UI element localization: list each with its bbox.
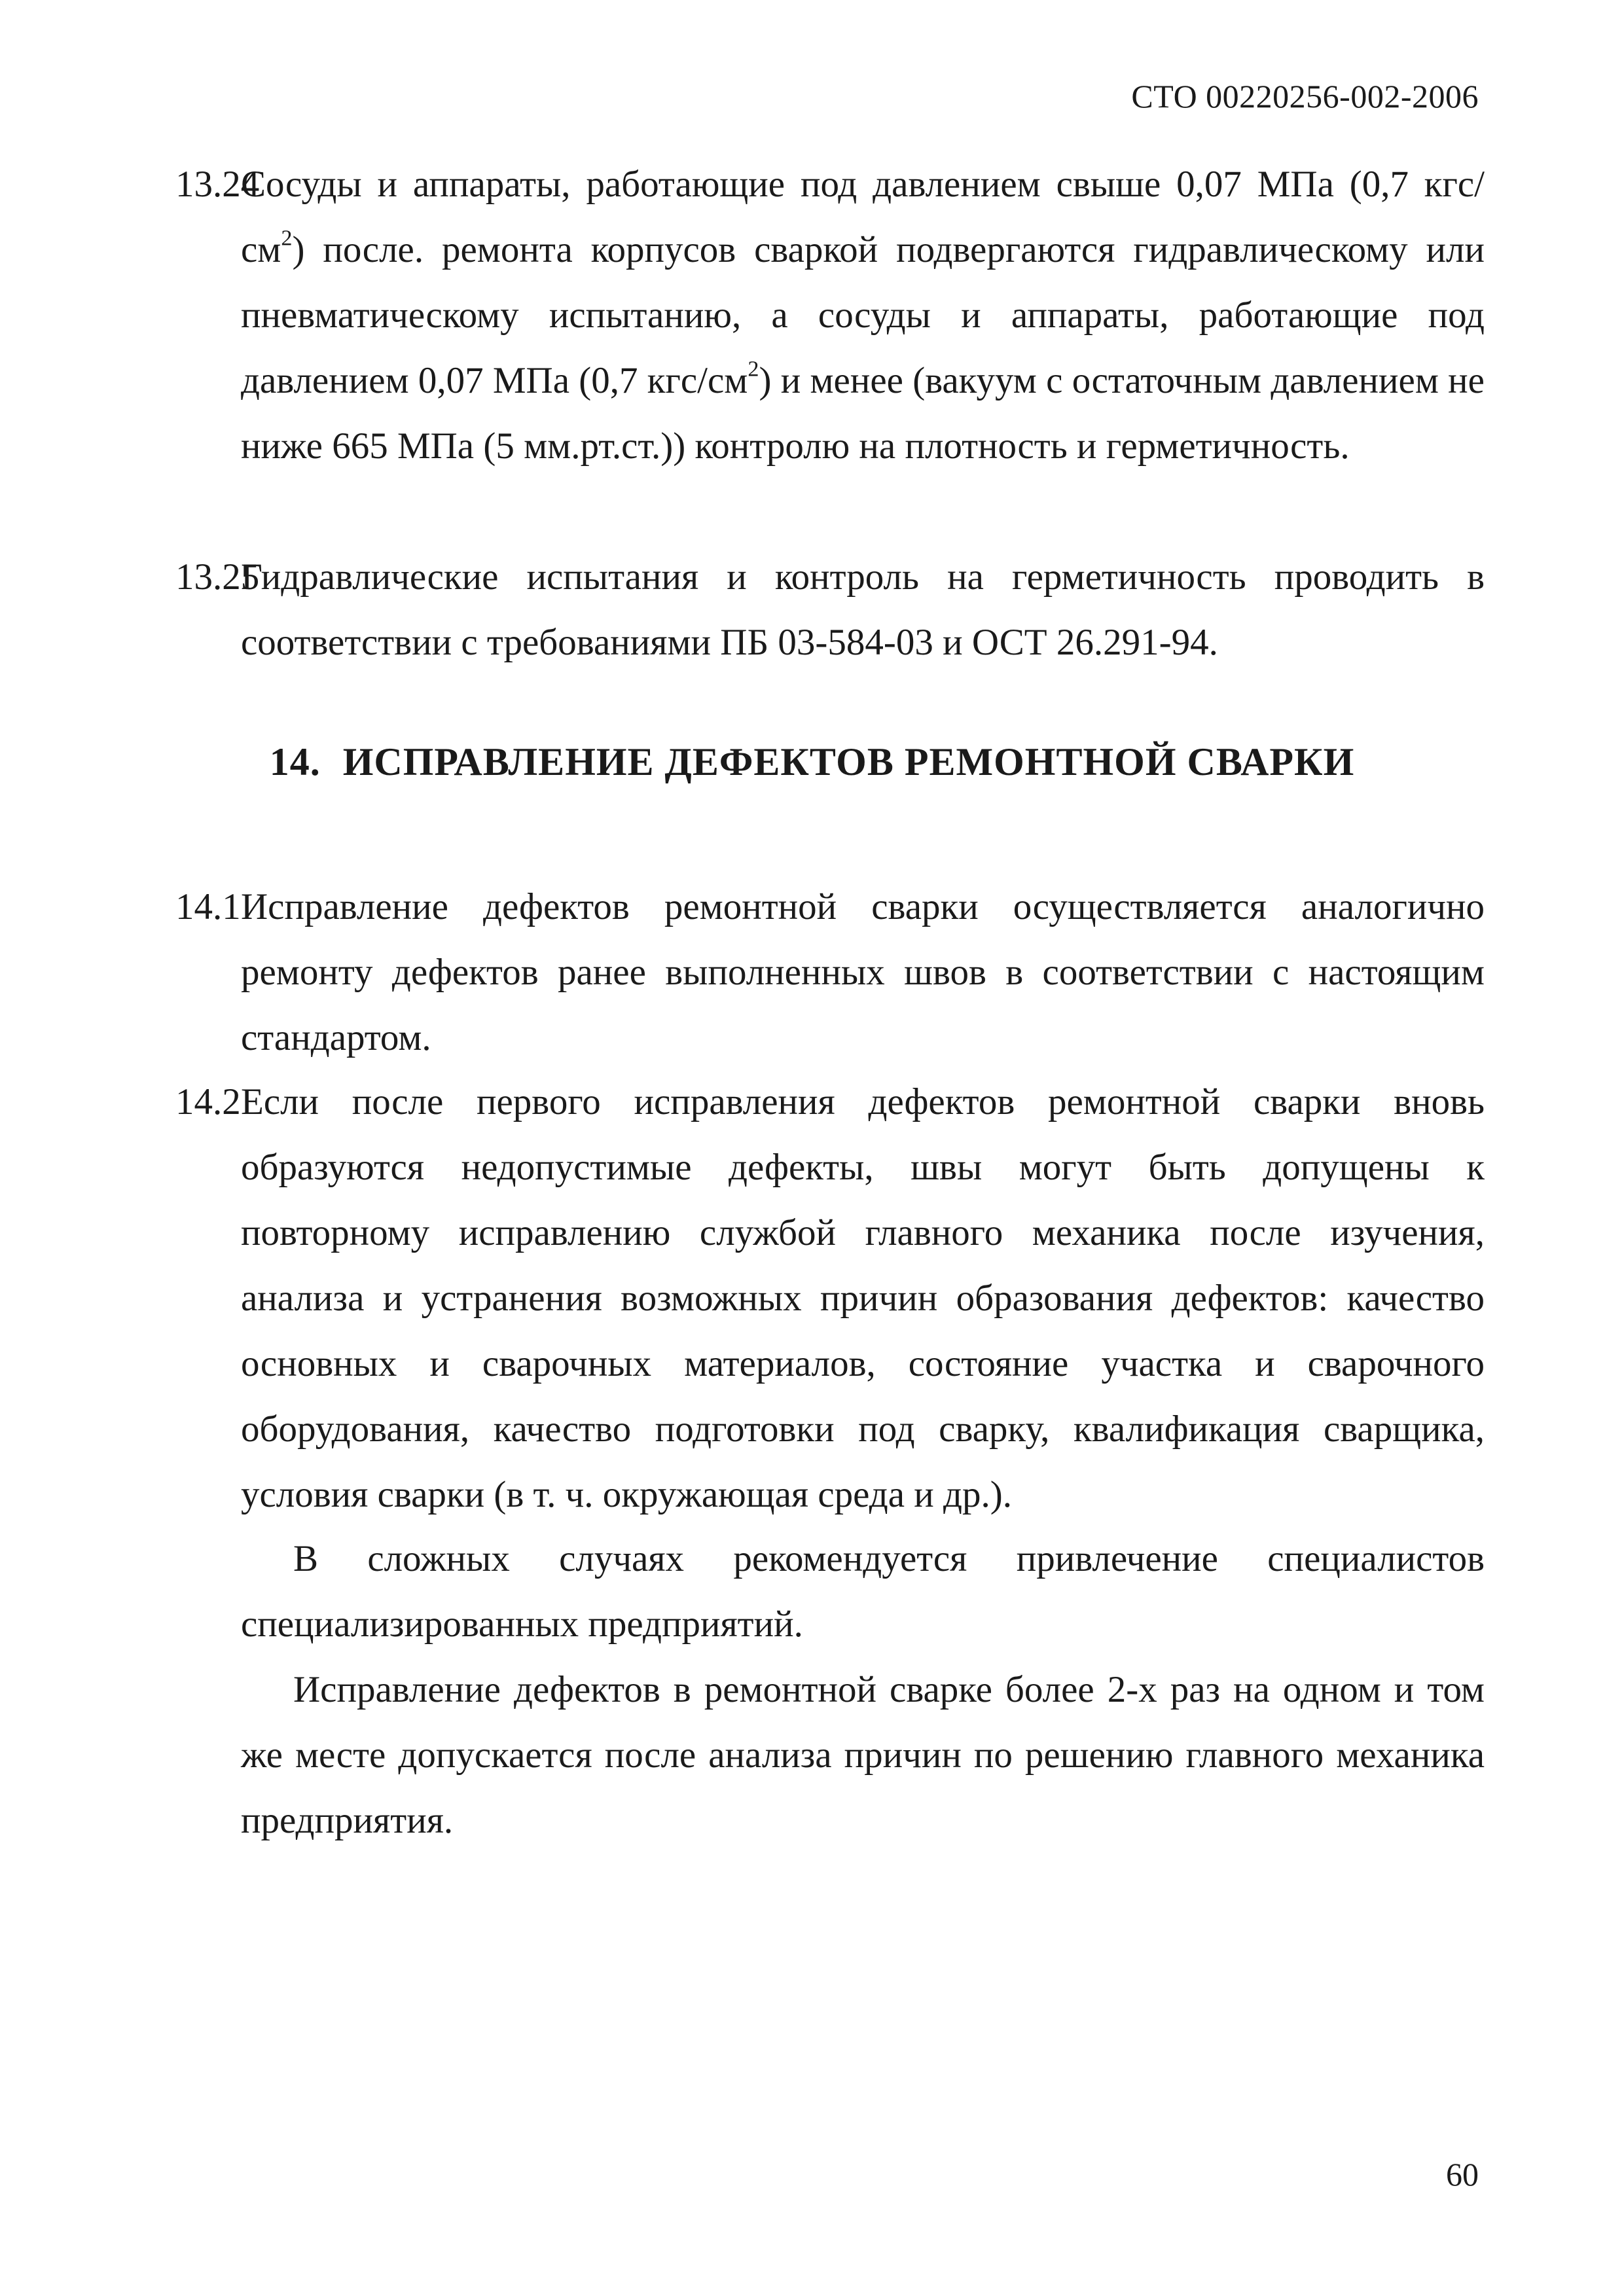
- clause-number: 13.25: [175, 556, 260, 598]
- clause-text-part-b: ) после. ремонта корпусов сваркой подвергаются гидравлическому или пневматическому испытанию, а сосуды и аппараты, работающие под давлением 0,07 МПа (0,7 кгс/см: [241, 229, 1485, 401]
- clause-number: 14.2: [175, 1081, 241, 1122]
- section-number: 14.: [269, 740, 321, 783]
- clause-text: [241, 152, 1485, 479]
- clause-number: 13.24: [175, 164, 260, 205]
- clause-text: Если после первого исправления дефектов ремонтной сварки вновь образуются недопустимые дефекты, швы могут быть допущены к повторному исправлению службой главного механика после изучения, анализа и устранения возможных причин образования дефектов: качество основных и сварочных материалов, состояние участка и сварочного оборудования, качество подготовки под сварку, квалификация сварщика, условия сварки (в т. ч. окружающая среда и др.).: [241, 1081, 1485, 1515]
- clause-text-part-c: ) и менее (вакуум с остаточным давлением не ниже 665 МПа (5 мм.рт.ст.)) контролю на плотность и герметичность.: [241, 360, 1485, 467]
- clause-13-25: [175, 545, 1485, 675]
- page-number: 60: [1446, 2156, 1479, 2193]
- clause-14-2: [175, 1069, 1485, 1528]
- document-code: СТО 00220256-002-2006: [1131, 78, 1479, 115]
- section-title: ИСПРАВЛЕНИЕ ДЕФЕКТОВ РЕМОНТНОЙ СВАРКИ: [342, 740, 1355, 783]
- superscript: 2: [281, 226, 293, 251]
- clause-text: Гидравлические испытания и контроль на герметичность проводить в соответствии с требованиями ПБ 03-584-03 и ОСТ 26.291-94.: [241, 556, 1485, 663]
- clause-text: Исправление дефектов ремонтной сварки осуществляется аналогично ремонту дефектов ранее выполненных швов в соответствии с настоящим стандартом.: [241, 886, 1485, 1058]
- clause-number: 14.1: [175, 886, 241, 927]
- superscript: 2: [748, 357, 759, 382]
- paragraph-specialists: В сложных случаях рекомендуется привлечение специалистов специализированных предприятий.: [241, 1538, 1485, 1645]
- paragraph-repeat-repair: Исправление дефектов в ремонтной сварке более 2-х раз на одном и том же месте допускается после анализа причин по решению главного механика предприятия.: [241, 1669, 1485, 1841]
- section-heading: [0, 740, 1624, 785]
- clause-14-1: [175, 874, 1485, 1071]
- clause-text-part-a: Сосуды и аппараты, работающие под давлением свыше 0,07 МПа (0,7 кгс/см: [241, 164, 1485, 270]
- clause-13-24: [175, 152, 1485, 479]
